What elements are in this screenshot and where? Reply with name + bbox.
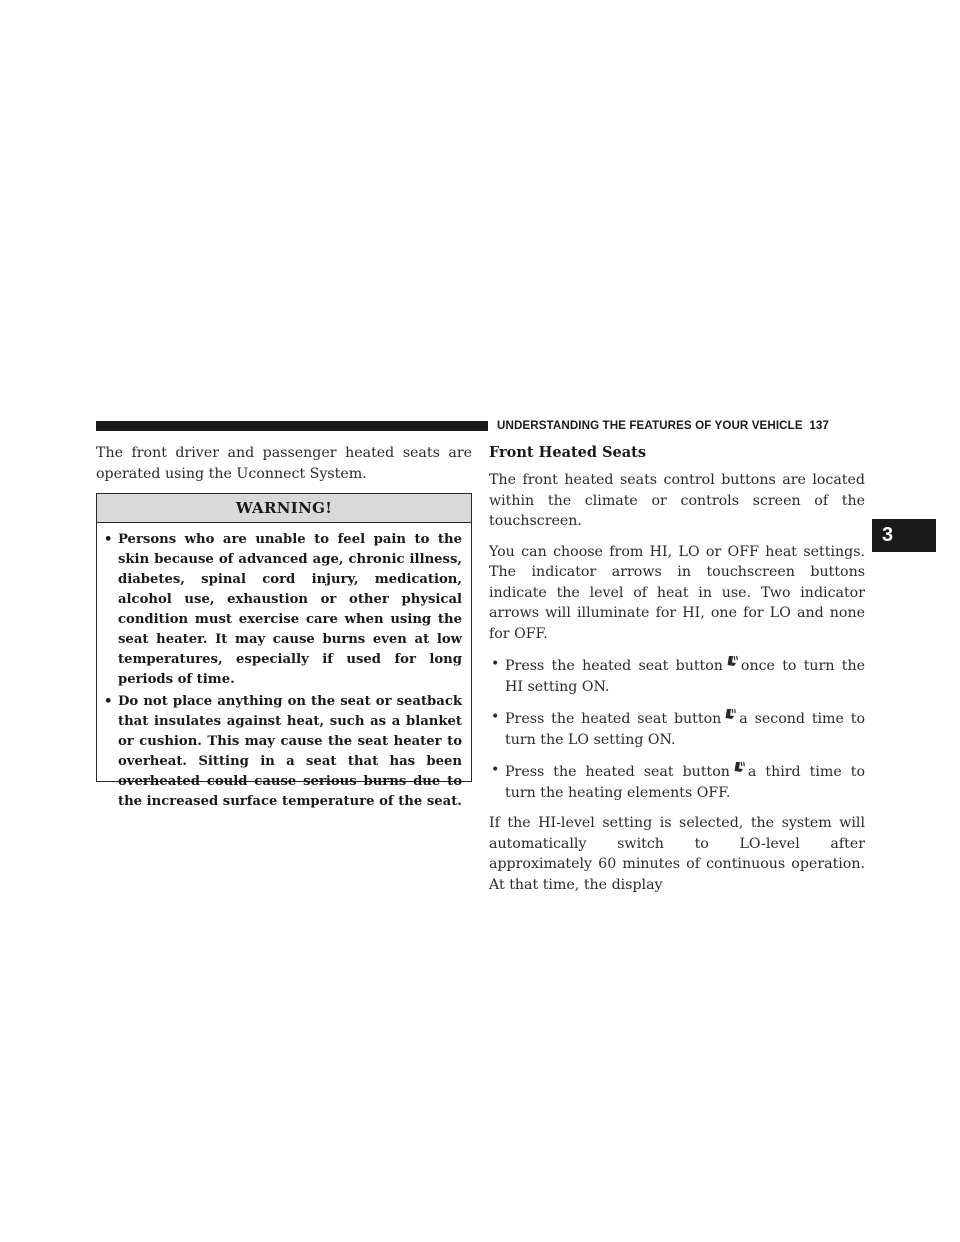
chapter-tab: 3 (872, 519, 936, 552)
bullet-item: • Press the heated seat button a third time to turn the heating elements OFF. (491, 762, 865, 801)
bullet-item: • Press the heated seat button once to turn the HI setting ON. (491, 656, 865, 695)
section-heading: Front Heated Seats (489, 444, 647, 461)
paragraph: The front heated seats control buttons are located within the climate or controls screen of the touchscreen. (489, 472, 865, 529)
paragraph: You can choose from HI, LO or OFF heat settings. The indicator arrows in touchscreen buttons indicate the level of heat in use. Two indicator arrows will illuminate for HI, one for LO and none for OFF. (489, 543, 865, 642)
warning-item: • Do not place anything on the seat or seatback that insulates against heat, such as a blanket or cushion. This may cause the seat heater to overheat. Sitting in a seat that has been overheated could cause serious burns due to the increased surface temperature of the seat. (104, 694, 462, 809)
heated-seat-icon (731, 760, 747, 778)
bullet-icon: • (491, 709, 500, 725)
bullet-item: • Press the heated seat button a second time to turn the LO setting ON. (491, 709, 866, 748)
heated-seat-icon (722, 707, 738, 725)
right-column (489, 443, 865, 895)
warning-item: • Persons who are unable to feel pain to the skin because of advanced age, chronic illness, diabetes, spinal cord injury, medication, alcohol use, exhaustion or other physical condition must exercise care when using the seat heater. It may cause burns even at low temperatures, especially if used for long periods of time. (104, 532, 462, 687)
bullet-icon: • (491, 656, 500, 672)
left-column (96, 443, 472, 494)
heated-seat-icon (724, 654, 740, 672)
header-rule (96, 421, 488, 431)
page-number: 137 (809, 419, 829, 432)
warning-title: WARNING! (97, 494, 471, 523)
intro-paragraph: The front driver and passenger heated seats are operated using the Uconnect System. (96, 445, 472, 482)
paragraph: If the HI-level setting is selected, the system will automatically switch to LO-level after approximately 60 minutes of continuous operation. At that time, the display (489, 815, 865, 893)
warning-box (96, 493, 472, 809)
bullet-icon: • (491, 762, 500, 778)
running-header (497, 416, 829, 436)
bullet-icon: • (104, 532, 113, 547)
bullet-icon: • (104, 694, 113, 709)
warning-list (97, 523, 471, 812)
header-title: UNDERSTANDING THE FEATURES OF YOUR VEHICLE (497, 419, 803, 432)
